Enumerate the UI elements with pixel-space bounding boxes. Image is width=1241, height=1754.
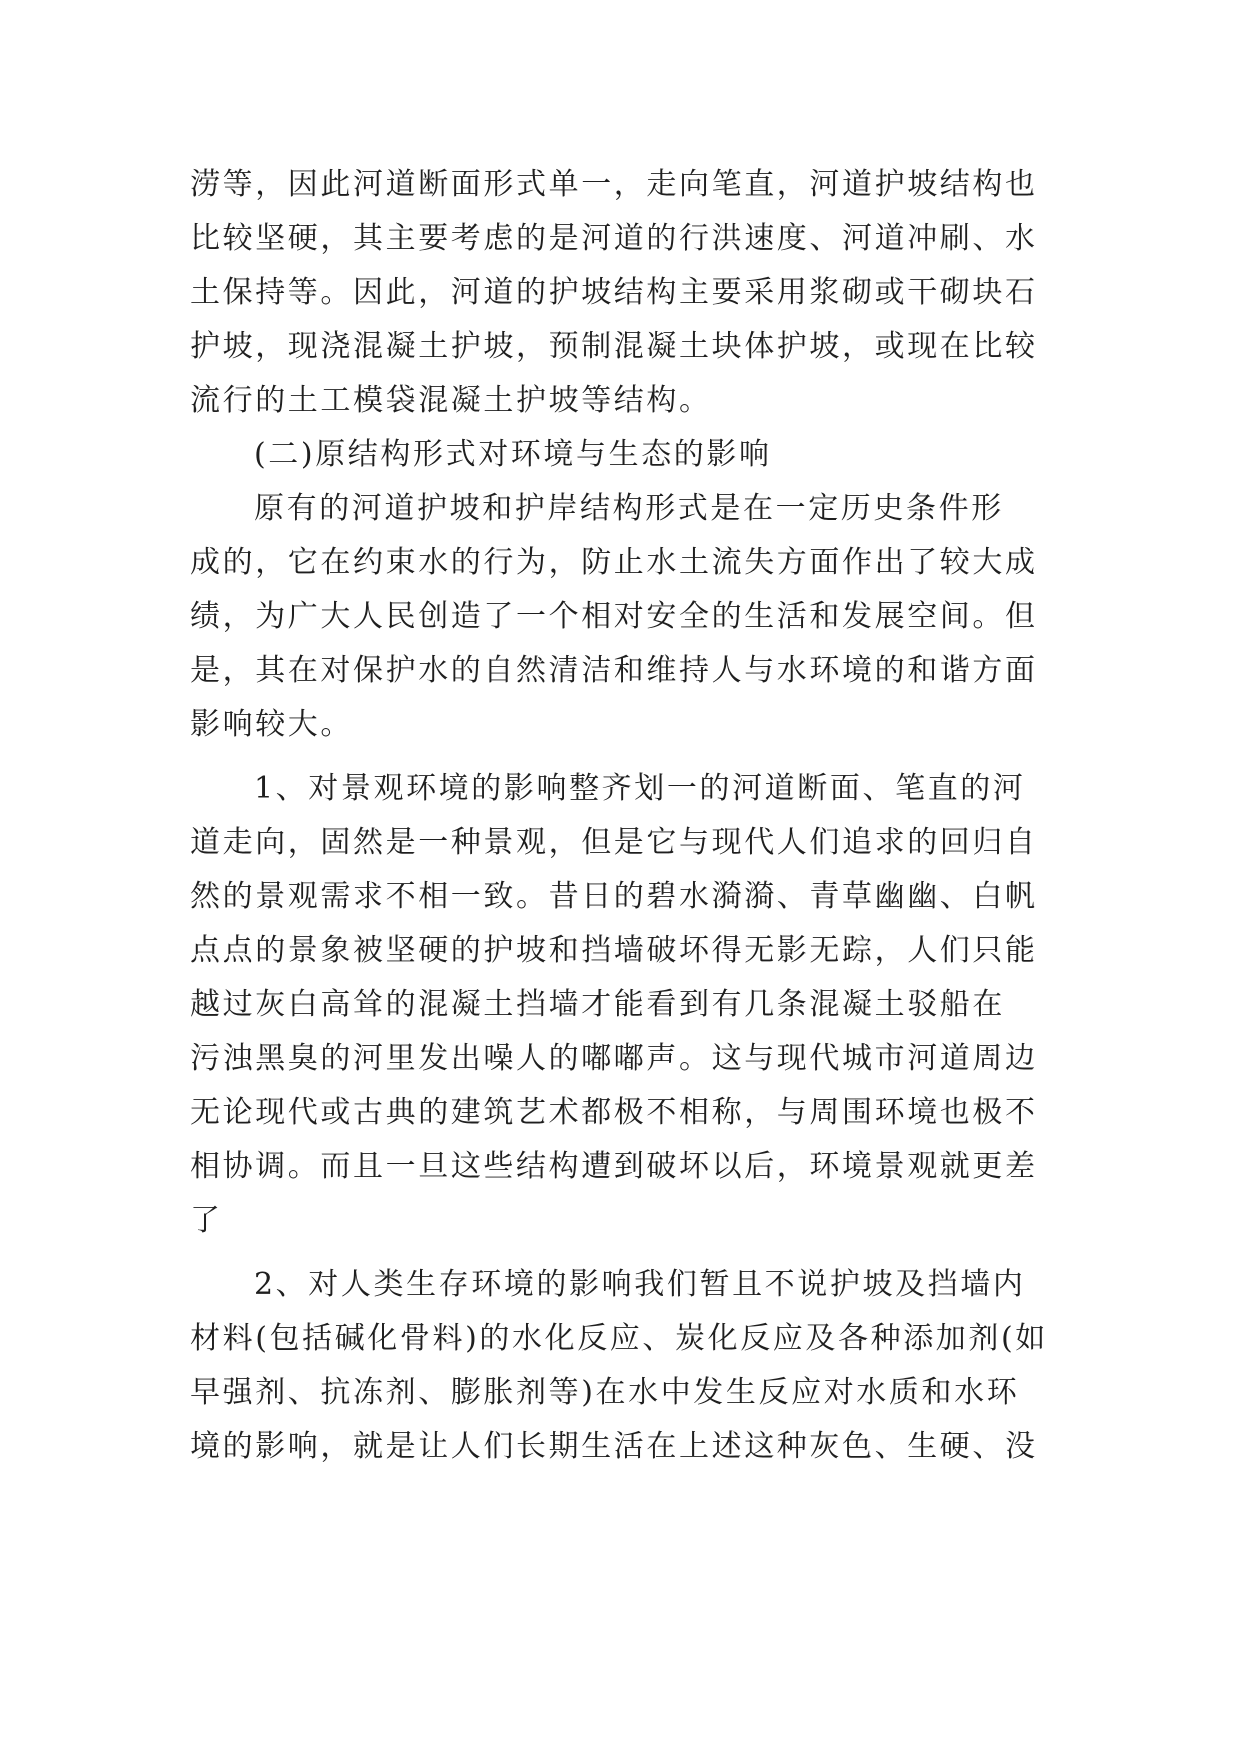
text-line: 道走向，固然是一种景观，但是它与现代人们追求的回归自 [190,825,1038,860]
text-line: 材料(包括碱化骨料)的水化反应、炭化反应及各种添加剂(如 [190,1321,1048,1356]
text-line: 成的，它在约束水的行为，防止水土流失方面作出了较大成 [190,545,1038,580]
text-line: 无论现代或古典的建筑艺术都极不相称，与周围环境也极不 [190,1095,1038,1130]
text-line: 涝等，因此河道断面形式单一，走向笔直，河道护坡结构也 [190,167,1038,202]
text-line: 流行的土工模袋混凝土护坡等结构。 [190,383,712,418]
text-line: 早强剂、抗冻剂、膨胀剂等)在水中发生反应对水质和水环 [190,1375,1020,1410]
text-line: 原有的河道护坡和护岸结构形式是在一定历史条件形 [254,491,1004,526]
body-text [190,158,1060,1474]
text-line: 比较坚硬，其主要考虑的是河道的行洪速度、河道冲刷、水 [190,221,1038,256]
text-line: 然的景观需求不相一致。昔日的碧水漪漪、青草幽幽、白帆 [190,879,1038,914]
text-line: 越过灰白高耸的混凝土挡墙才能看到有几条混凝土驳船在 [190,987,1005,1022]
text-line: 影响较大。 [190,707,353,742]
text-line: 绩，为广大人民创造了一个相对安全的生活和发展空间。但 [190,599,1038,634]
text-line: 了 [190,1203,223,1238]
text-line: 1、对景观环境的影响整齐划一的河道断面、笔直的河 [254,771,1026,806]
text-line: 相协调。而且一旦这些结构遭到破坏以后，环境景观就更差 [190,1149,1038,1184]
text-line: 污浊黑臭的河里发出噪人的嘟嘟声。这与现代城市河道周边 [190,1041,1038,1076]
text-line: 是，其在对保护水的自然清洁和维持人与水环境的和谐方面 [190,653,1038,688]
text-line: 2、对人类生存环境的影响我们暂且不说护坡及挡墙内 [254,1267,1026,1302]
text-line: 境的影响，就是让人们长期生活在上述这种灰色、生硬、没 [190,1429,1038,1464]
text-line: 点点的景象被坚硬的护坡和挡墙破坏得无影无踪，人们只能 [190,933,1038,968]
text-line: 护坡，现浇混凝土护坡，预制混凝土块体护坡，或现在比较 [190,329,1038,364]
section-heading: (二)原结构形式对环境与生态的影响 [254,437,772,472]
text-line: 土保持等。因此，河道的护坡结构主要采用浆砌或干砌块石 [190,275,1038,310]
